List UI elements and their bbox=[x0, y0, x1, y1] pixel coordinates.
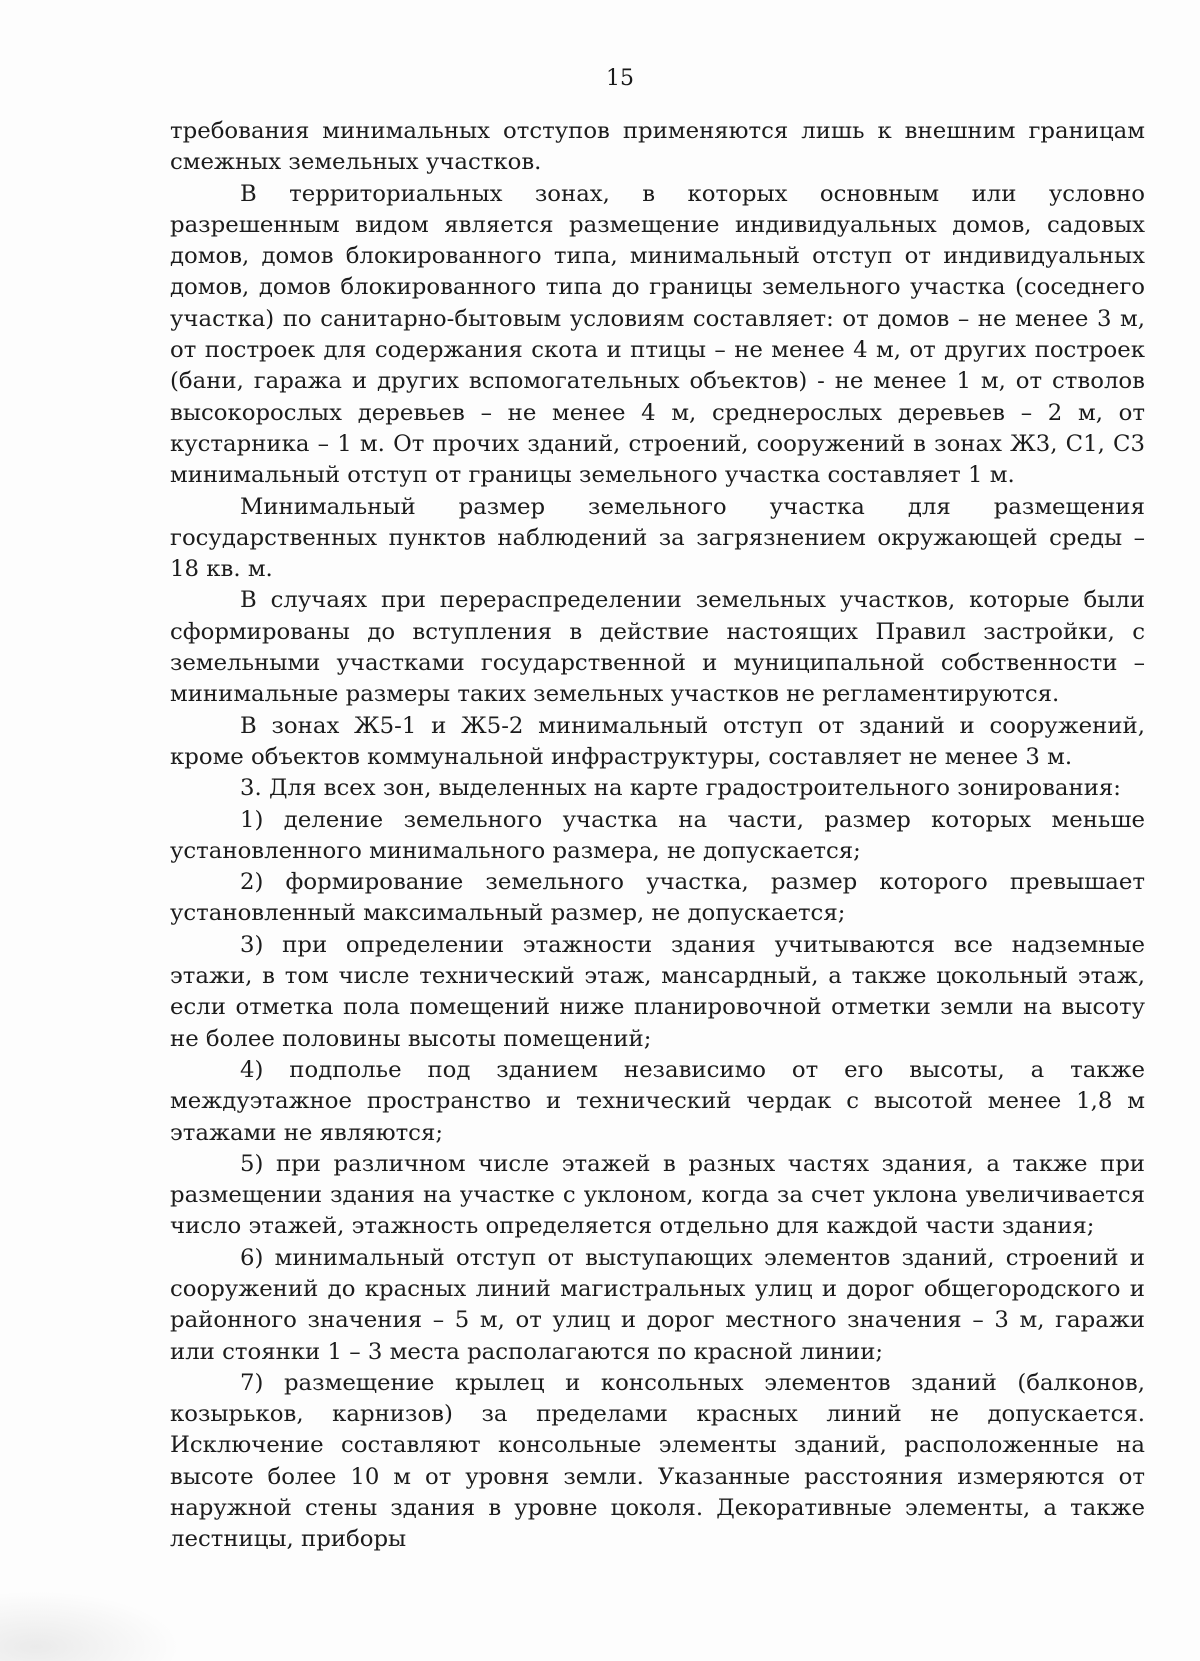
list-item: 1) деление земельного участка на части, размер которых меньше установленного минимального размера, не допускается; bbox=[170, 806, 1145, 864]
list-item: 3) при определении этажности здания учитываются все надземные этажи, в том числе технический этаж, мансардный, а также цокольный этаж, если отметка пола помещений ниже планировочной отметки земли на высоту не более половины высоты помещений; bbox=[170, 931, 1145, 1052]
list-item: 5) при различном числе этажей в разных частях здания, а также при размещении здания на участке с уклоном, когда за счет уклона увеличивается число этажей, этажность определяется отдельно для каждой части здания; bbox=[170, 1150, 1145, 1240]
list-item: 2) формирование земельного участка, размер которого превышает установленный максимальный размер, не допускается; bbox=[170, 869, 1145, 927]
list-item: 7) размещение крылец и консольных элементов зданий (балконов, козырьков, карнизов) за пределами красных линий не допускается. Исключение составляют консольные элементы зданий, расположенные на высоте более 10 м от уровня земли. Указанные расстояния измеряются от наружной стены здания в уровне цоколя. Декоративные элементы, а также лестницы, приборы bbox=[170, 1369, 1145, 1553]
section-heading: 3. Для всех зон, выделенных на карте градостроительного зонирования: bbox=[240, 775, 1121, 802]
scan-edge-artifact bbox=[0, 1591, 180, 1661]
page-number: 15 bbox=[606, 66, 634, 91]
paragraph: Минимальный размер земельного участка для размещения государственных пунктов наблюдений за загрязнением окружающей среды – 18 кв. м. bbox=[170, 493, 1145, 583]
paragraph: требования минимальных отступов применяются лишь к внешним границам смежных земельных участков. bbox=[170, 118, 1145, 176]
document-body bbox=[170, 116, 1145, 1556]
list-item: 6) минимальный отступ от выступающих элементов зданий, строений и сооружений до красных линий магистральных улиц и дорог общегородского и районного значения – 5 м, от улиц и дорог местного значения – 3 м, гаражи или стоянки 1 – 3 места располагаются по красной линии; bbox=[170, 1244, 1145, 1365]
paragraph: В зонах Ж5-1 и Ж5-2 минимальный отступ от зданий и сооружений, кроме объектов коммунальной инфраструктуры, составляет не менее 3 м. bbox=[170, 712, 1145, 770]
paragraph: В территориальных зонах, в которых основным или условно разрешенным видом является размещение индивидуальных домов, садовых домов, домов блокированного типа, минимальный отступ от индивидуальных домов, домов блокированного типа до границы земельного участка (соседнего участка) по санитарно-бытовым условиям составляет: от домов – не менее 3 м, от построек для содержания скота и птицы – не менее 4 м, от других построек (бани, гаража и других вспомогательных объектов) - не менее 1 м, от стволов высокорослых деревьев – не менее 4 м, среднерослых деревьев – 2 м, от кустарника – 1 м. От прочих зданий, строений, сооружений в зонах Ж3, С1, С3 минимальный отступ от границы земельного участка составляет 1 м. bbox=[170, 180, 1145, 489]
paragraph: В случаях при перераспределении земельных участков, которые были сформированы до вступления в действие настоящих Правил застройки, с земельными участками государственной и муниципальной собственности – минимальные размеры таких земельных участков не регламентируются. bbox=[170, 587, 1145, 708]
list-item: 4) подполье под зданием независимо от его высоты, а также междуэтажное пространство и технический чердак с высотой менее 1,8 м этажами не являются; bbox=[170, 1056, 1145, 1146]
